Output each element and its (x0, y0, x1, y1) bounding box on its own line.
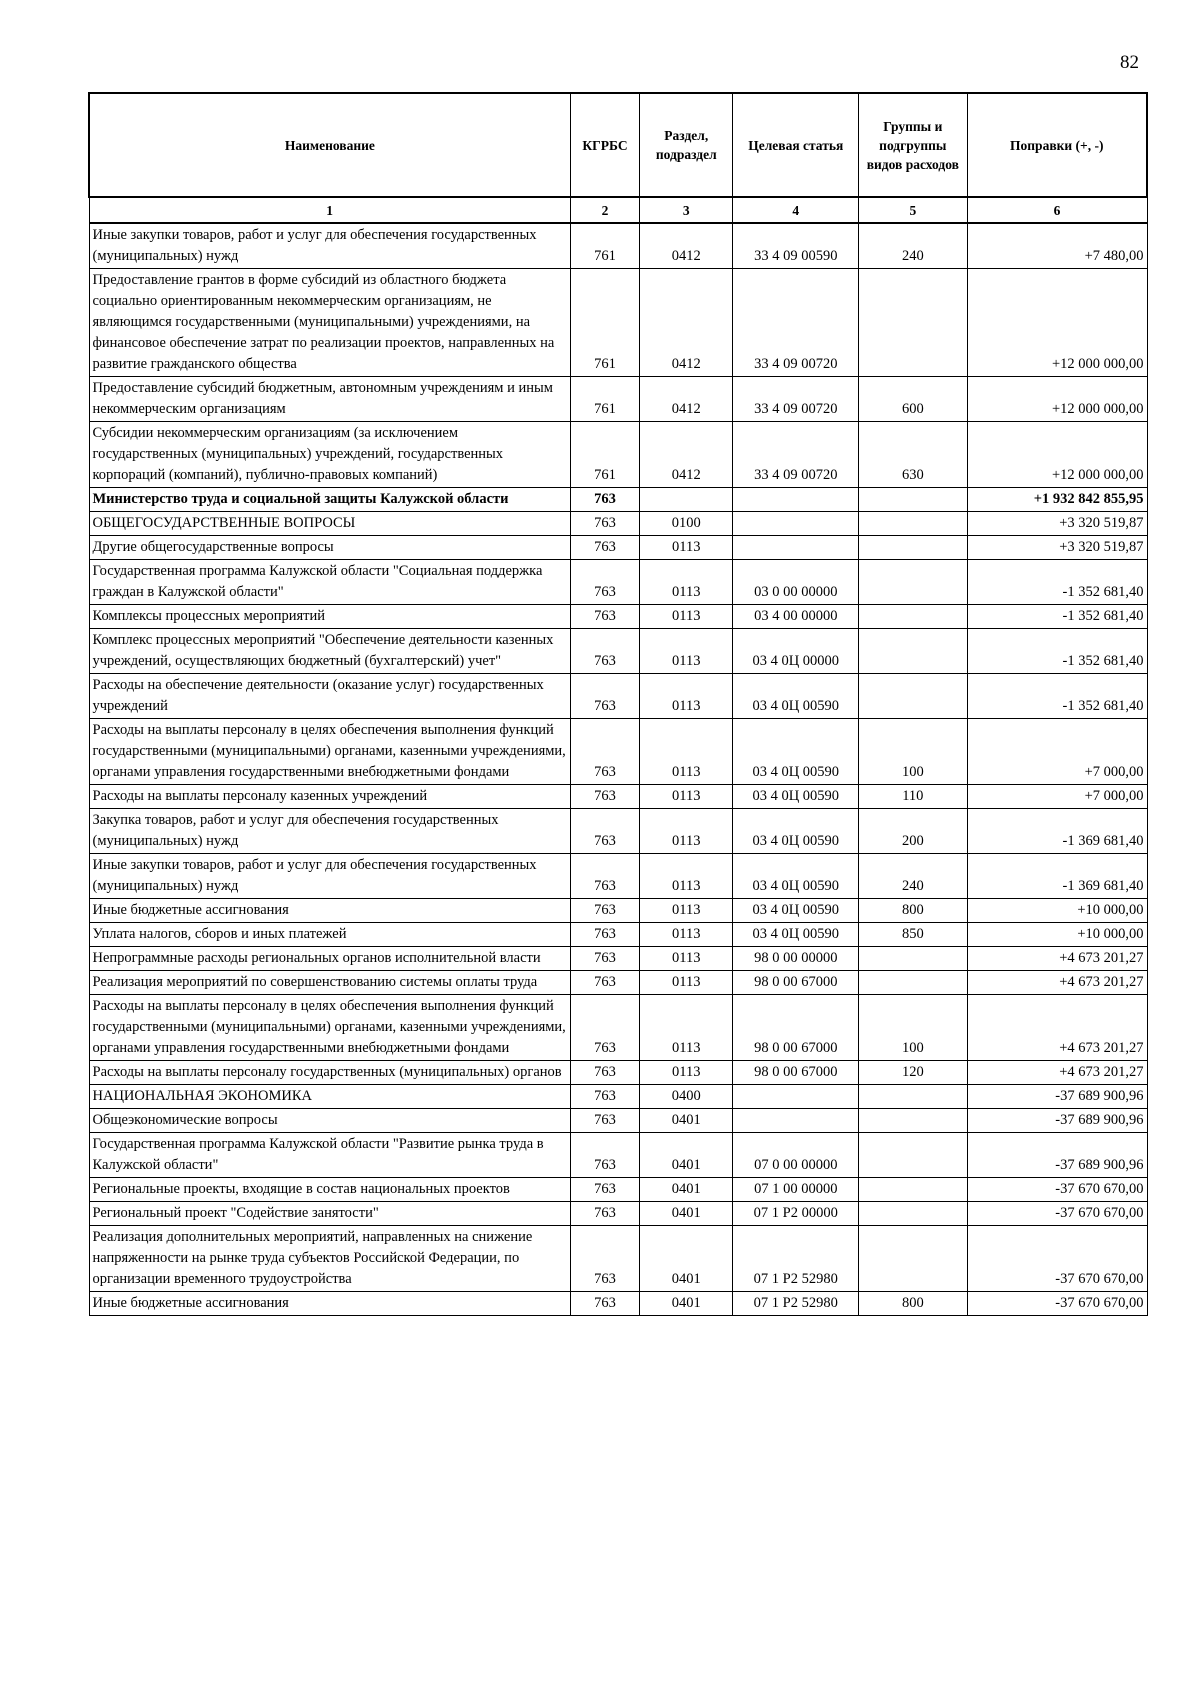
cell-section: 0113 (640, 629, 733, 674)
cell-name: Государственная программа Калужской области "Социальная поддержка граждан в Калужской области" (89, 560, 570, 605)
cell-name: Иные закупки товаров, работ и услуг для обеспечения государственных (муниципальных) нужд (89, 854, 570, 899)
cell-amount: -1 352 681,40 (967, 605, 1147, 629)
cell-name: Другие общегосударственные вопросы (89, 536, 570, 560)
budget-amendments-table (88, 92, 1148, 1316)
cell-amount: +10 000,00 (967, 923, 1147, 947)
cell-target: 98 0 00 00000 (733, 947, 859, 971)
cell-section: 0401 (640, 1202, 733, 1226)
cell-name: Непрограммные расходы региональных органов исполнительной власти (89, 947, 570, 971)
table-row (89, 223, 1147, 269)
cell-amount: +3 320 519,87 (967, 536, 1147, 560)
cell-amount: +12 000 000,00 (967, 377, 1147, 422)
cell-target: 98 0 00 67000 (733, 995, 859, 1061)
cell-group (859, 1226, 967, 1292)
cell-target (733, 1085, 859, 1109)
cell-kgrbs: 763 (570, 488, 639, 512)
cell-amount: -37 670 670,00 (967, 1292, 1147, 1316)
table-row (89, 1292, 1147, 1316)
cell-kgrbs: 763 (570, 512, 639, 536)
cell-amount: +10 000,00 (967, 899, 1147, 923)
table-row (89, 1061, 1147, 1085)
cell-kgrbs: 763 (570, 719, 639, 785)
cell-kgrbs: 763 (570, 785, 639, 809)
cell-kgrbs: 763 (570, 923, 639, 947)
cell-section: 0412 (640, 377, 733, 422)
cell-section: 0113 (640, 536, 733, 560)
cell-group: 120 (859, 1061, 967, 1085)
cell-name: Закупка товаров, работ и услуг для обеспечения государственных (муниципальных) нужд (89, 809, 570, 854)
cell-target: 03 0 00 00000 (733, 560, 859, 605)
cell-name: Иные бюджетные ассигнования (89, 899, 570, 923)
cell-amount: -1 369 681,40 (967, 809, 1147, 854)
cell-section: 0412 (640, 422, 733, 488)
cell-name: Иные закупки товаров, работ и услуг для обеспечения государственных (муниципальных) нужд (89, 223, 570, 269)
cell-section: 0113 (640, 854, 733, 899)
table-row (89, 377, 1147, 422)
cell-name: Предоставление субсидий бюджетным, автономным учреждениям и иным некоммерческим организациям (89, 377, 570, 422)
cell-section: 0113 (640, 995, 733, 1061)
cell-section: 0401 (640, 1109, 733, 1133)
table-row (89, 947, 1147, 971)
cell-amount: -37 670 670,00 (967, 1202, 1147, 1226)
cell-name: Региональный проект "Содействие занятости" (89, 1202, 570, 1226)
cell-target: 03 4 0Ц 00590 (733, 719, 859, 785)
table-row (89, 1178, 1147, 1202)
table-row (89, 512, 1147, 536)
cell-target: 03 4 0Ц 00000 (733, 629, 859, 674)
cell-name: Государственная программа Калужской области "Развитие рынка труда в Калужской области" (89, 1133, 570, 1178)
cell-kgrbs: 763 (570, 605, 639, 629)
cell-amount: +7 480,00 (967, 223, 1147, 269)
header-amendments: Поправки (+, -) (967, 93, 1147, 197)
column-number: 4 (733, 197, 859, 223)
cell-section: 0412 (640, 269, 733, 377)
cell-group (859, 1178, 967, 1202)
cell-target: 03 4 0Ц 00590 (733, 785, 859, 809)
cell-name: Расходы на выплаты персоналу в целях обеспечения выполнения функций государственными (муниципальными) органами, казенными учреждениями, органами управления государственными внебюджетными фондами (89, 719, 570, 785)
cell-group: 240 (859, 223, 967, 269)
cell-section: 0113 (640, 947, 733, 971)
cell-target: 33 4 09 00720 (733, 377, 859, 422)
cell-name: Министерство труда и социальной защиты Калужской области (89, 488, 570, 512)
cell-kgrbs: 761 (570, 223, 639, 269)
cell-kgrbs: 763 (570, 854, 639, 899)
cell-section: 0400 (640, 1085, 733, 1109)
cell-section: 0100 (640, 512, 733, 536)
cell-amount: +12 000 000,00 (967, 422, 1147, 488)
table-row (89, 809, 1147, 854)
cell-name: Уплата налогов, сборов и иных платежей (89, 923, 570, 947)
cell-section: 0401 (640, 1292, 733, 1316)
header-section: Раздел, подраздел (640, 93, 733, 197)
cell-name: Субсидии некоммерческим организациям (за исключением государственных (муниципальных) учреждений, государственных корпораций (компаний), публично-правовых компаний) (89, 422, 570, 488)
cell-target: 07 1 P2 52980 (733, 1226, 859, 1292)
cell-target: 03 4 0Ц 00590 (733, 923, 859, 947)
cell-group: 200 (859, 809, 967, 854)
cell-name: Комплекс процессных мероприятий "Обеспечение деятельности казенных учреждений, осуществляющих бюджетный (бухгалтерский) учет" (89, 629, 570, 674)
cell-group: 600 (859, 377, 967, 422)
cell-kgrbs: 763 (570, 1133, 639, 1178)
cell-amount: -1 369 681,40 (967, 854, 1147, 899)
cell-target: 03 4 0Ц 00590 (733, 674, 859, 719)
cell-group: 100 (859, 995, 967, 1061)
column-number: 5 (859, 197, 967, 223)
cell-kgrbs: 763 (570, 1292, 639, 1316)
header-kgrbs: КГРБС (570, 93, 639, 197)
cell-amount: -1 352 681,40 (967, 674, 1147, 719)
cell-target: 33 4 09 00720 (733, 422, 859, 488)
cell-name: Региональные проекты, входящие в состав национальных проектов (89, 1178, 570, 1202)
cell-kgrbs: 761 (570, 269, 639, 377)
cell-amount: +4 673 201,27 (967, 1061, 1147, 1085)
cell-section: 0113 (640, 605, 733, 629)
cell-kgrbs: 763 (570, 1061, 639, 1085)
table-row (89, 785, 1147, 809)
page-number: 82 (1120, 52, 1139, 73)
cell-target: 03 4 0Ц 00590 (733, 899, 859, 923)
cell-amount: -37 670 670,00 (967, 1226, 1147, 1292)
cell-kgrbs: 761 (570, 377, 639, 422)
table-row (89, 629, 1147, 674)
cell-name: Реализация дополнительных мероприятий, направленных на снижение напряженности на рынке труда субъектов Российской Федерации, по организации временного трудоустройства (89, 1226, 570, 1292)
cell-target: 03 4 0Ц 00590 (733, 809, 859, 854)
cell-group: 630 (859, 422, 967, 488)
cell-section: 0113 (640, 785, 733, 809)
column-number-row (89, 197, 1147, 223)
cell-kgrbs: 763 (570, 1085, 639, 1109)
cell-target: 07 1 P2 00000 (733, 1202, 859, 1226)
cell-group (859, 536, 967, 560)
table-row (89, 854, 1147, 899)
table-row (89, 719, 1147, 785)
table-row (89, 1109, 1147, 1133)
table-row (89, 422, 1147, 488)
cell-target: 03 4 00 00000 (733, 605, 859, 629)
cell-target: 98 0 00 67000 (733, 971, 859, 995)
table-row (89, 488, 1147, 512)
cell-amount: -37 670 670,00 (967, 1178, 1147, 1202)
cell-name: Расходы на выплаты персоналу казенных учреждений (89, 785, 570, 809)
cell-section: 0113 (640, 719, 733, 785)
cell-amount: +12 000 000,00 (967, 269, 1147, 377)
cell-section: 0113 (640, 923, 733, 947)
cell-group (859, 1085, 967, 1109)
cell-amount: -37 689 900,96 (967, 1109, 1147, 1133)
table-row (89, 560, 1147, 605)
cell-name: Реализация мероприятий по совершенствованию системы оплаты труда (89, 971, 570, 995)
cell-amount: +4 673 201,27 (967, 971, 1147, 995)
cell-kgrbs: 763 (570, 560, 639, 605)
cell-section: 0401 (640, 1133, 733, 1178)
header-name: Наименование (89, 93, 570, 197)
column-number: 2 (570, 197, 639, 223)
table-row (89, 674, 1147, 719)
cell-group (859, 629, 967, 674)
table-row (89, 971, 1147, 995)
column-number: 6 (967, 197, 1147, 223)
cell-kgrbs: 763 (570, 674, 639, 719)
cell-target: 07 1 00 00000 (733, 1178, 859, 1202)
cell-target: 07 0 00 00000 (733, 1133, 859, 1178)
cell-group (859, 512, 967, 536)
cell-amount: -37 689 900,96 (967, 1085, 1147, 1109)
cell-amount: +4 673 201,27 (967, 947, 1147, 971)
table-row (89, 1133, 1147, 1178)
cell-amount: -1 352 681,40 (967, 560, 1147, 605)
cell-target: 03 4 0Ц 00590 (733, 854, 859, 899)
cell-group: 240 (859, 854, 967, 899)
cell-name: Расходы на выплаты персоналу государственных (муниципальных) органов (89, 1061, 570, 1085)
cell-section: 0113 (640, 809, 733, 854)
header-target: Целевая статья (733, 93, 859, 197)
cell-section (640, 488, 733, 512)
cell-name: НАЦИОНАЛЬНАЯ ЭКОНОМИКА (89, 1085, 570, 1109)
cell-name: ОБЩЕГОСУДАРСТВЕННЫЕ ВОПРОСЫ (89, 512, 570, 536)
cell-amount: -1 352 681,40 (967, 629, 1147, 674)
cell-kgrbs: 763 (570, 971, 639, 995)
cell-name: Расходы на обеспечение деятельности (оказание услуг) государственных учреждений (89, 674, 570, 719)
cell-name: Общеэкономические вопросы (89, 1109, 570, 1133)
cell-group (859, 1133, 967, 1178)
cell-group (859, 1202, 967, 1226)
cell-amount: +3 320 519,87 (967, 512, 1147, 536)
cell-target (733, 488, 859, 512)
cell-kgrbs: 763 (570, 1109, 639, 1133)
column-number: 3 (640, 197, 733, 223)
cell-name: Комплексы процессных мероприятий (89, 605, 570, 629)
cell-section: 0113 (640, 1061, 733, 1085)
cell-kgrbs: 763 (570, 995, 639, 1061)
cell-kgrbs: 761 (570, 422, 639, 488)
cell-kgrbs: 763 (570, 809, 639, 854)
table-row (89, 899, 1147, 923)
cell-target: 98 0 00 67000 (733, 1061, 859, 1085)
cell-kgrbs: 763 (570, 1202, 639, 1226)
cell-group (859, 674, 967, 719)
cell-target (733, 512, 859, 536)
table-row (89, 995, 1147, 1061)
header-groups: Группы и подгруппы видов расходов (859, 93, 967, 197)
cell-amount: +1 932 842 855,95 (967, 488, 1147, 512)
cell-target: 07 1 P2 52980 (733, 1292, 859, 1316)
cell-group (859, 560, 967, 605)
cell-group: 800 (859, 1292, 967, 1316)
table-row (89, 536, 1147, 560)
cell-kgrbs: 763 (570, 536, 639, 560)
cell-kgrbs: 763 (570, 899, 639, 923)
table-row (89, 1085, 1147, 1109)
cell-amount: +7 000,00 (967, 785, 1147, 809)
cell-target (733, 536, 859, 560)
cell-section: 0412 (640, 223, 733, 269)
cell-section: 0401 (640, 1226, 733, 1292)
cell-group (859, 488, 967, 512)
cell-group (859, 605, 967, 629)
cell-section: 0113 (640, 560, 733, 605)
cell-target: 33 4 09 00590 (733, 223, 859, 269)
cell-section: 0113 (640, 899, 733, 923)
cell-kgrbs: 763 (570, 1226, 639, 1292)
cell-group (859, 971, 967, 995)
cell-section: 0113 (640, 674, 733, 719)
cell-name: Предоставление грантов в форме субсидий из областного бюджета социально ориентированным некоммерческим организациям, не являющимся государственными (муниципальными) учреждениями, на финансовое обеспечение затрат по реализации проектов, направленных на развитие гражданского общества (89, 269, 570, 377)
table-row (89, 1226, 1147, 1292)
cell-target: 33 4 09 00720 (733, 269, 859, 377)
cell-group: 110 (859, 785, 967, 809)
cell-group: 100 (859, 719, 967, 785)
cell-group (859, 1109, 967, 1133)
cell-kgrbs: 763 (570, 1178, 639, 1202)
column-number: 1 (89, 197, 570, 223)
cell-group (859, 947, 967, 971)
cell-group: 850 (859, 923, 967, 947)
table-row (89, 269, 1147, 377)
table-row (89, 923, 1147, 947)
table-header-row (89, 93, 1147, 197)
cell-amount: +7 000,00 (967, 719, 1147, 785)
cell-name: Расходы на выплаты персоналу в целях обеспечения выполнения функций государственными (муниципальными) органами, казенными учреждениями, органами управления государственными внебюджетными фондами (89, 995, 570, 1061)
cell-section: 0113 (640, 971, 733, 995)
cell-group (859, 269, 967, 377)
cell-group: 800 (859, 899, 967, 923)
cell-name: Иные бюджетные ассигнования (89, 1292, 570, 1316)
cell-target (733, 1109, 859, 1133)
table-body (89, 223, 1147, 1316)
cell-section: 0401 (640, 1178, 733, 1202)
cell-kgrbs: 763 (570, 947, 639, 971)
cell-kgrbs: 763 (570, 629, 639, 674)
cell-amount: -37 689 900,96 (967, 1133, 1147, 1178)
table-row (89, 605, 1147, 629)
table-row (89, 1202, 1147, 1226)
cell-amount: +4 673 201,27 (967, 995, 1147, 1061)
